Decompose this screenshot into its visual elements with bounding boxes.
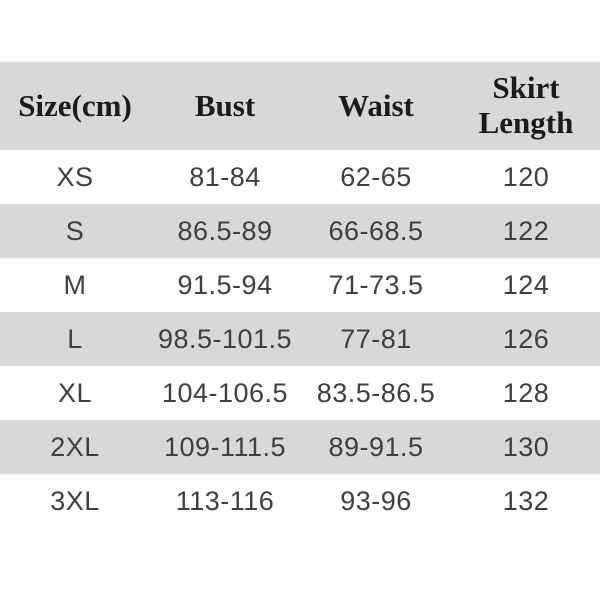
cell-waist: 66-68.5 xyxy=(328,215,424,246)
cell-skirt-length: 120 xyxy=(502,161,550,192)
cell-waist: 93-96 xyxy=(340,485,412,516)
cell-skirt-length: 124 xyxy=(502,269,550,300)
cell-waist: 89-91.5 xyxy=(328,431,424,462)
header-cell-waist: Waist xyxy=(338,87,414,123)
cell-size: M xyxy=(63,269,87,300)
cell-bust: 86.5-89 xyxy=(177,215,273,246)
cell-skirt-length: 130 xyxy=(502,431,550,462)
cell-waist: 77-81 xyxy=(340,323,412,354)
header-cell-skirt-length-label: Skirt Length xyxy=(478,70,574,140)
cell-size: S xyxy=(65,215,85,246)
cell-size: 3XL xyxy=(50,485,100,516)
cell-bust: 104-106.5 xyxy=(161,377,289,408)
cell-bust: 81-84 xyxy=(189,161,261,192)
header-cell-skirt-length xyxy=(452,71,600,140)
table-row-xs xyxy=(0,150,600,204)
size-chart-header-row xyxy=(0,62,600,150)
cell-size: XS xyxy=(56,161,94,192)
table-row-3xl xyxy=(0,474,600,528)
cell-skirt-length: 128 xyxy=(502,377,550,408)
table-row-xl xyxy=(0,366,600,420)
table-row-2xl xyxy=(0,420,600,474)
cell-waist: 83.5-86.5 xyxy=(316,377,436,408)
cell-size: 2XL xyxy=(50,431,100,462)
cell-skirt-length: 122 xyxy=(502,215,550,246)
cell-size: XL xyxy=(57,377,93,408)
cell-bust: 91.5-94 xyxy=(177,269,273,300)
table-row-s xyxy=(0,204,600,258)
header-cell-bust: Bust xyxy=(194,87,256,123)
cell-waist: 62-65 xyxy=(340,161,412,192)
cell-bust: 113-116 xyxy=(175,485,275,516)
cell-waist: 71-73.5 xyxy=(328,269,424,300)
cell-bust: 98.5-101.5 xyxy=(157,323,293,354)
table-row-m xyxy=(0,258,600,312)
header-cell-size: Size(cm) xyxy=(18,87,132,123)
cell-skirt-length: 132 xyxy=(502,485,550,516)
table-row-l xyxy=(0,312,600,366)
cell-bust: 109-111.5 xyxy=(163,431,287,462)
cell-skirt-length: 126 xyxy=(502,323,550,354)
cell-size: L xyxy=(67,323,83,354)
